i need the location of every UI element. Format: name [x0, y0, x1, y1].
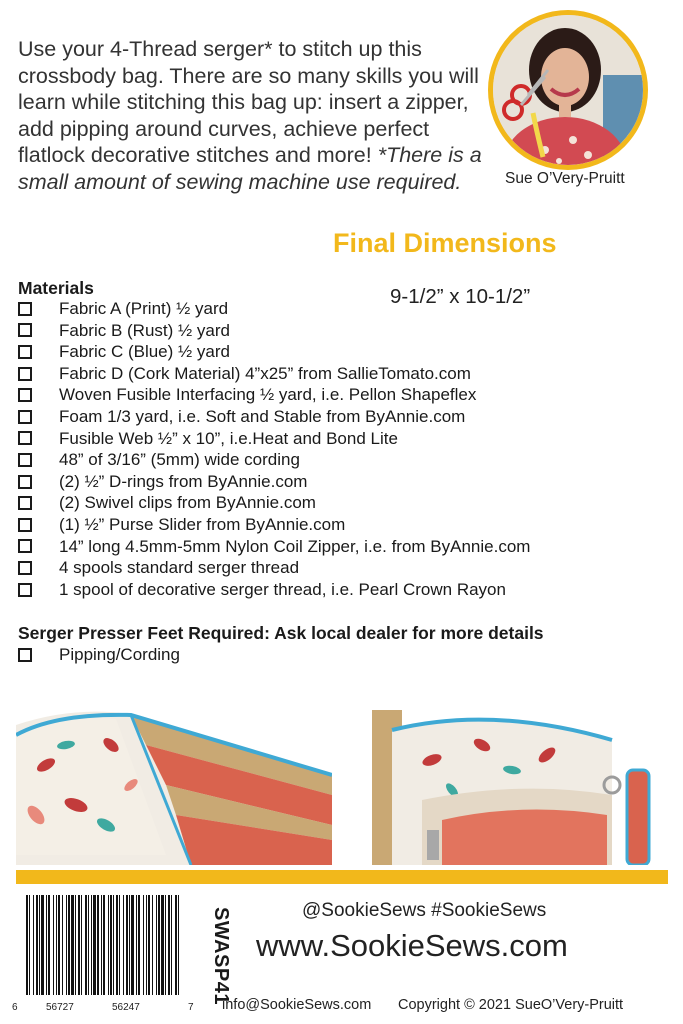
list-item [18, 406, 530, 428]
barcode-bar [101, 895, 102, 995]
materials-item-label: Fabric B (Rust) ½ yard [59, 320, 230, 340]
materials-item-label: Fabric A (Print) ½ yard [59, 299, 229, 318]
materials-item-label: 14” long 4.5mm-5mm Nylon Coil Zipper, i.e. from ByAnnie.com [59, 536, 531, 556]
barcode-bar [156, 895, 157, 995]
list-item [18, 320, 530, 342]
barcode-bar [66, 895, 67, 995]
list-item [18, 514, 530, 536]
barcode-bar [33, 895, 34, 995]
materials-item-label: Fabric C (Blue) ½ yard [59, 342, 230, 362]
materials-item-label: Foam 1/3 yard, i.e. Soft and Stable from ByAnnie.com [59, 406, 466, 426]
barcode-bar [97, 895, 99, 995]
barcode-bar [126, 895, 128, 995]
checkbox-icon [18, 453, 32, 467]
barcode-digit-right: 7 [188, 1002, 194, 1013]
list-item [18, 557, 530, 579]
list-item [18, 492, 530, 514]
barcode-bar [81, 895, 82, 995]
barcode-bar [85, 895, 87, 995]
barcode-bar [136, 895, 137, 995]
website-link[interactable]: www.SookieSews.com [256, 928, 568, 963]
checkbox-icon [18, 518, 32, 532]
barcode-bar [56, 895, 57, 995]
barcode-bar [168, 895, 170, 995]
list-item [18, 341, 530, 363]
checkbox-icon [18, 302, 32, 316]
materials-item-label: 1 spool of decorative serger thread, i.e. Pearl Crown Rayon [59, 579, 506, 599]
checkbox-icon [18, 561, 32, 575]
barcode-bar [48, 895, 50, 995]
barcode-bar [161, 895, 164, 995]
barcode-bar [75, 895, 76, 995]
barcode-bar [131, 895, 134, 995]
barcode-bar [68, 895, 70, 995]
barcode-bar [171, 895, 172, 995]
checkbox-icon [18, 410, 32, 424]
list-item [18, 536, 530, 558]
dimensions-title: Final Dimensions [333, 228, 557, 258]
bag-photo-front [16, 705, 332, 865]
list-item [18, 579, 530, 601]
checkbox-icon [18, 475, 32, 489]
barcode-bar [175, 895, 177, 995]
materials-item-label: Fusible Web ½” x 10”, i.e.Heat and Bond Lite [59, 428, 398, 448]
dimensions-value: 9-1/2” x 10-1/2” [390, 285, 531, 308]
checkbox-icon [18, 496, 32, 510]
barcode-bar [158, 895, 160, 995]
barcode-bar [148, 895, 150, 995]
intro-paragraph [18, 36, 488, 195]
social-handles: @SookieSews #SookieSews [302, 900, 547, 921]
barcode-bar [178, 895, 179, 995]
intro-note: *There is a small amount of sewing machine use required. [18, 143, 482, 194]
accent-bar [16, 870, 668, 884]
barcode-bar [88, 895, 89, 995]
checkbox-icon [18, 323, 32, 337]
materials-list [18, 298, 530, 600]
barcode-bar [62, 895, 63, 995]
checkbox-icon [18, 583, 32, 597]
barcode-bar [29, 895, 30, 995]
barcode-bar [119, 895, 120, 995]
barcode-bar [26, 895, 28, 995]
list-item [18, 471, 530, 493]
list-item [18, 298, 530, 320]
barcode-bar [39, 895, 40, 995]
checkbox-icon [18, 388, 32, 402]
barcode-bar [146, 895, 147, 995]
materials-item-label: (2) Swivel clips from ByAnnie.com [59, 493, 316, 513]
barcode-bar [91, 895, 92, 995]
barcode-bar [53, 895, 54, 995]
barcode-bar [78, 895, 80, 995]
barcode-digit-group1: 56727 [46, 1002, 74, 1013]
barcode-bar [93, 895, 96, 995]
barcode-bar [129, 895, 130, 995]
list-item [18, 363, 530, 385]
list-item [18, 384, 530, 406]
materials-item-label: Fabric D (Cork Material) 4”x25” from SallieTomato.com [59, 363, 471, 383]
checkbox-icon [18, 345, 32, 359]
barcode-bar [110, 895, 112, 995]
barcode-bar [108, 895, 109, 995]
author-portrait [488, 10, 648, 170]
materials-item-label: (1) ½” Purse Slider from ByAnnie.com [59, 514, 346, 534]
footer-copyright: Copyright © 2021 SueO’Very-Pruitt [398, 997, 624, 1013]
materials-item-label: (2) ½” D-rings from ByAnnie.com [59, 471, 308, 491]
list-item [18, 449, 530, 471]
barcode [24, 895, 182, 995]
barcode-bar [41, 895, 44, 995]
materials-title: Materials [18, 278, 94, 298]
barcode-bar [58, 895, 60, 995]
barcode-bar [71, 895, 74, 995]
checkbox-icon [18, 367, 32, 381]
barcode-bar [113, 895, 114, 995]
barcode-bar [143, 895, 144, 995]
checkbox-icon [18, 539, 32, 553]
materials-item-label: 48” of 3/16” (5mm) wide cording [59, 450, 300, 470]
presser-feet-list [18, 644, 180, 666]
barcode-bar [36, 895, 38, 995]
checkbox-icon [18, 431, 32, 445]
presser-feet-item-label: Pipping/Cording [59, 645, 180, 664]
intro-text: Use your 4-Thread serger* to stitch up this crossbody bag. There are so many skills you will learn while stitching this bag up: insert a zipper, add pipping around curves, achieve perfect flatlock decorative stitches and more! [18, 37, 479, 167]
barcode-bar [123, 895, 124, 995]
barcode-bar [46, 895, 47, 995]
barcode-digit-left: 6 [12, 1002, 18, 1013]
barcode-bar [152, 895, 153, 995]
barcode-bar [116, 895, 118, 995]
list-item [18, 644, 180, 666]
barcode-bar [103, 895, 105, 995]
presser-feet-title: Serger Presser Feet Required: Ask local dealer for more details [18, 623, 544, 643]
list-item [18, 428, 530, 450]
bag-photo-open [372, 710, 668, 865]
footer-email[interactable]: info@SookieSews.com [222, 997, 372, 1013]
materials-item-label: Woven Fusible Interfacing ½ yard, i.e. Pellon Shapeflex [59, 385, 477, 405]
checkbox-icon [18, 648, 32, 662]
barcode-bar [165, 895, 166, 995]
materials-item-label: 4 spools standard serger thread [59, 558, 300, 578]
barcode-bar [138, 895, 140, 995]
author-name: Sue O’Very-Pruitt [505, 170, 625, 187]
product-code: SWASP41 [210, 907, 232, 1005]
barcode-digit-group2: 56247 [112, 1002, 140, 1013]
